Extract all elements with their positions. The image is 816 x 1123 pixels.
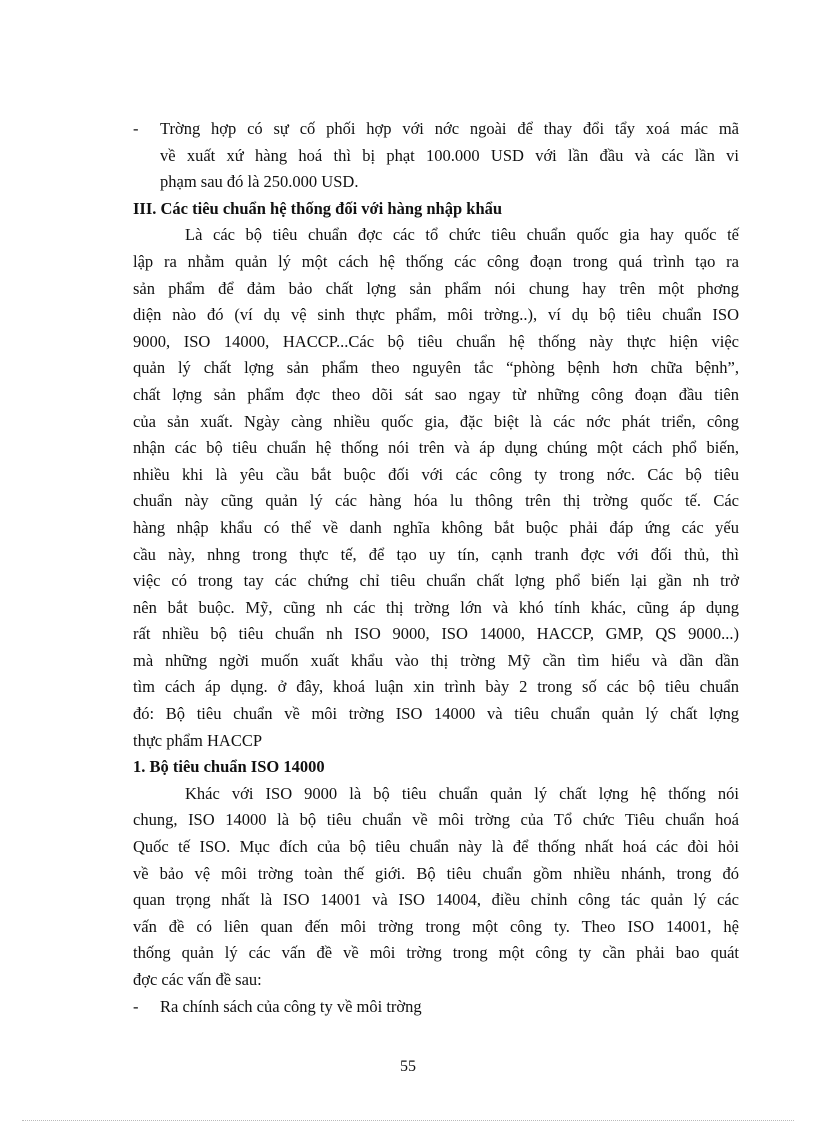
text-line: chuẩn này cũng quản lý các hàng hóa lu thông trên thị trờng quốc tế. Các (133, 491, 739, 511)
text-line: thực phẩm HACCP (133, 730, 263, 750)
text-line: Khác với ISO 9000 là bộ tiêu chuẩn quản lý chất lợng hệ thống nói (185, 783, 739, 803)
bullet-dash: - (133, 996, 139, 1016)
text-line: lập ra nhằm quản lý một cách hệ thống các công đoạn trong quá trình tạo ra (133, 251, 739, 271)
text-line: đó: Bộ tiêu chuẩn về môi trờng ISO 14000 và tiêu chuẩn quản lý chất lợng (133, 704, 739, 724)
text-line: nên bắt buộc. Mỹ, cũng nh các thị trờng lớn và khó tính khác, cũng áp dụng (133, 597, 739, 617)
text-line: về bảo vệ môi trờng toàn thế giới. Bộ tiêu chuẩn gồm nhiều nhánh, trong đó (133, 863, 739, 883)
paragraph (133, 222, 739, 754)
text-line: về xuất xứ hàng hoá thì bị phạt 100.000 USD với lần đầu và các lần vi (160, 145, 739, 165)
text-line: Là các bộ tiêu chuẩn đợc các tổ chức tiêu chuẩn quốc gia hay quốc tế (185, 225, 739, 245)
text-line: nhiều khi là yêu cầu bắt buộc đối với các công ty trong nớc. Các bộ tiêu (133, 464, 739, 484)
text-line: quan trọng nhất là ISO 14001 và ISO 14004, điều chỉnh công tác quản lý các (133, 890, 739, 910)
paragraph (133, 781, 739, 994)
text-line: phạm sau đó là 250.000 USD. (160, 172, 359, 192)
text-line: sản phẩm để đảm bảo chất lợng sản phẩm nói chung hay trên một phơng (133, 278, 739, 298)
text-line: diện nào đó (ví dụ vệ sinh thực phẩm, môi trờng..), ví dụ bộ tiêu chuẩn ISO (133, 305, 739, 325)
text-line: cầu này, nhng trong thực tế, để tạo uy tín, cạnh tranh đợc với đối thủ, thì (133, 544, 739, 564)
text-line: Trờng hợp có sự cố phối hợp với nớc ngoài để thay đổi tẩy xoá mác mã (160, 119, 739, 138)
text-line: vấn đề có liên quan đến môi trờng trong một công ty. Theo ISO 14001, hệ (133, 916, 739, 936)
text-line: thống quản lý các vấn đề về môi trờng trong một công ty cần phải bao quát (133, 943, 739, 963)
section-heading: III. Các tiêu chuẩn hệ thống đối với hàng nhập khẩu (133, 198, 503, 218)
text-line: quản lý chất lợng sản phẩm theo nguyên tắc “phòng bệnh hơn chữa bệnh”, (133, 358, 739, 378)
text-line: mà những ngời muốn xuất khẩu vào thị trờng Mỹ cần tìm hiểu và dần dần (133, 650, 739, 670)
text-line: hàng nhập khẩu có thể về danh nghĩa không bắt buộc phải đáp ứng các yếu (133, 517, 739, 537)
text-line: nhận các bộ tiêu chuẩn hệ thống nói trên và áp dụng chúng một cách phổ biến, (133, 438, 739, 458)
text-line: chung, ISO 14000 là bộ tiêu chuẩn về môi trờng của Tổ chức Tiêu chuẩn hoá (133, 810, 739, 830)
text-column (133, 116, 739, 1020)
text-line: việc có trong tay các chứng chỉ tiêu chuẩn chất lợng phổ biến lại gần nh trở (133, 571, 739, 591)
text-line: Quốc tế ISO. Mục đích của bộ tiêu chuẩn này là để thống nhất hoá các đòi hỏi (133, 837, 739, 857)
text-line: rất nhiều bộ tiêu chuẩn nh ISO 9000, ISO 14000, HACCP, GMP, QS 9000...) (133, 624, 739, 644)
text-line: Ra chính sách của công ty về môi trờng (160, 996, 422, 1016)
text-line: chất lợng sản phẩm đợc theo dõi sát sao ngay từ những công đoạn đầu tiên (133, 384, 739, 404)
text-line: tìm cách áp dụng. ở đây, khoá luận xin trình bày 2 trong số các bộ tiêu chuẩn (133, 677, 739, 697)
final-bullet (133, 994, 739, 1021)
intro-bullet (133, 116, 739, 196)
subsection-heading: 1. Bộ tiêu chuẩn ISO 14000 (133, 757, 325, 777)
bullet-dash: - (133, 119, 139, 138)
text-line: 9000, ISO 14000, HACCP...Các bộ tiêu chuẩn hệ thống này thực hiện việc (133, 331, 739, 351)
page-number: 55 (400, 1058, 416, 1075)
text-line: đợc các vấn đề sau: (133, 970, 262, 989)
text-line: của sản xuất. Ngày càng nhiều quốc gia, đặc biệt là các nớc phát triển, công (133, 411, 739, 431)
page-bottom-divider (22, 1120, 794, 1121)
